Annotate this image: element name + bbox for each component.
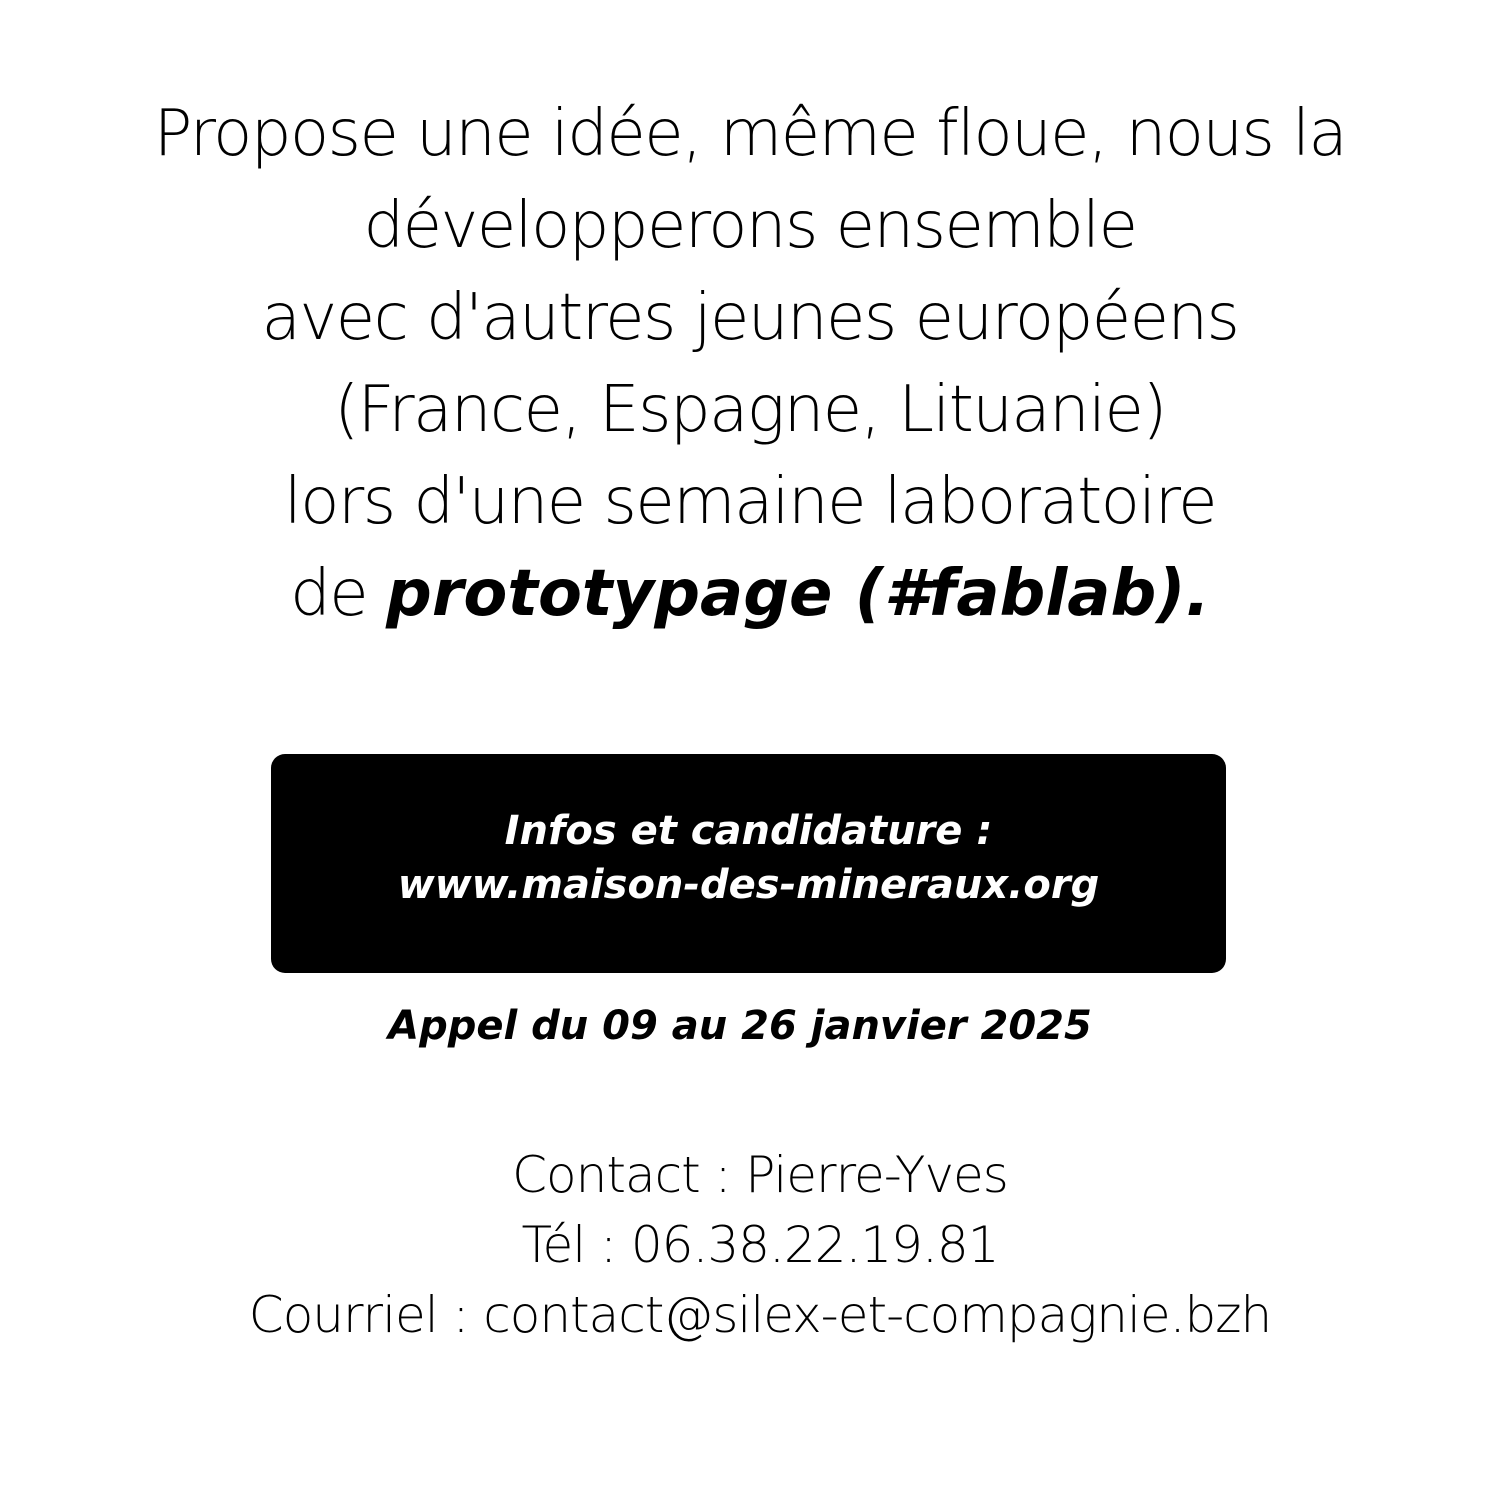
intro-line-4: (France, Espagne, Lituanie) xyxy=(334,373,1166,447)
intro-line-5: lors d'une semaine laboratoire xyxy=(284,465,1216,539)
contact-block xyxy=(0,1140,1500,1350)
cta-url-link[interactable]: www.maison-des-mineraux.org xyxy=(397,862,1100,908)
contact-email[interactable]: Courriel : contact@silex-et-compagnie.bzh xyxy=(248,1286,1272,1344)
intro-line-6-prefix: de xyxy=(290,557,386,631)
contact-name: Contact : Pierre-Yves xyxy=(512,1146,1008,1204)
intro-text-block xyxy=(0,88,1500,640)
intro-line-2: développerons ensemble xyxy=(363,189,1137,263)
intro-line-1: Propose une idée, même floue, nous la xyxy=(153,97,1347,171)
cta-title: Infos et candidature : xyxy=(504,808,993,854)
prototypage-emphasis: prototypage (#fablab). xyxy=(386,557,1210,631)
intro-line-6 xyxy=(0,548,1500,640)
contact-phone: Tél : 06.38.22.19.81 xyxy=(521,1216,999,1274)
application-deadline: Appel du 09 au 26 janvier 2025 xyxy=(388,1003,1092,1049)
info-candidature-box[interactable] xyxy=(271,754,1226,973)
intro-line-3: avec d'autres jeunes européens xyxy=(261,281,1239,355)
